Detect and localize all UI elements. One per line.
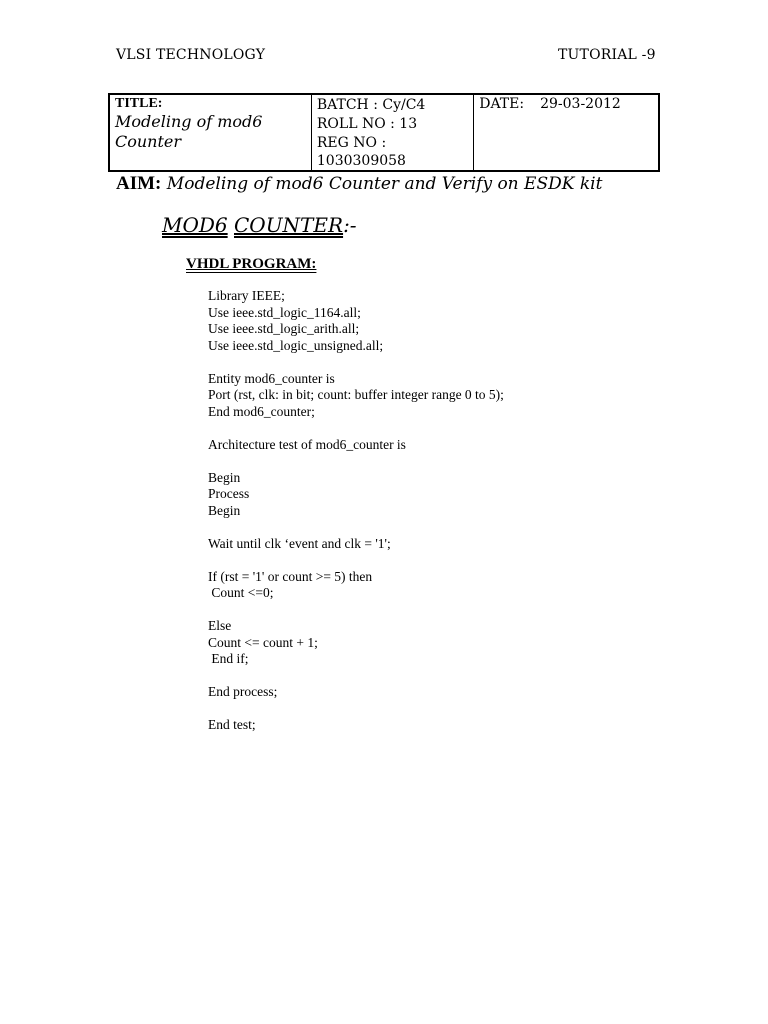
code-line [208, 668, 504, 685]
code-line: Port (rst, clk: in bit; count: buffer integer range 0 to 5); [208, 387, 504, 402]
code-line: Else [208, 618, 232, 633]
batch-text: BATCH : Cy/C4 [316, 97, 426, 113]
heading-counter: COUNTER [234, 213, 344, 237]
code-line: Begin [208, 502, 241, 518]
code-line: Architecture test of mod6_counter is [208, 436, 406, 452]
date-label: DATE: [479, 96, 525, 112]
code-line: Process [208, 486, 250, 501]
title-label: TITLE: [115, 96, 163, 111]
date-value: 29-03-2012 [540, 96, 621, 112]
heading-mod6: MOD6 [162, 213, 228, 237]
student-cell [311, 94, 473, 171]
title-value-line1: Modeling of mod6 [115, 112, 263, 131]
code-line: Library IEEE; [208, 288, 285, 303]
roll-number-text: ROLL NO : 13 [316, 116, 418, 132]
code-line [208, 519, 504, 536]
code-line: Count <= count + 1; [208, 634, 318, 650]
vhdl-program-heading: VHDL PROGRAM: [186, 256, 317, 272]
code-line [208, 453, 504, 470]
code-line [208, 701, 504, 718]
code-line [208, 552, 504, 569]
reg-number-text: REG NO : 1030309058 [316, 135, 406, 169]
vhdl-code-block [208, 288, 504, 734]
course-title: VLSI TECHNOLOGY [116, 47, 266, 63]
section-heading [162, 213, 357, 237]
aim-label: AIM: [116, 173, 162, 194]
code-line [208, 602, 504, 619]
code-line: End test; [208, 717, 256, 732]
code-line: If (rst = '1' or count >= 5) then [208, 568, 373, 584]
code-line: Wait until clk ‘event and clk = '1'; [208, 535, 391, 551]
code-line [208, 420, 504, 437]
title-value-line2: Counter [115, 132, 182, 151]
date-cell [474, 94, 659, 171]
code-line: Use ieee.std_logic_1164.all; [208, 304, 361, 320]
code-line: Use ieee.std_logic_arith.all; [208, 321, 360, 336]
aim-line [116, 173, 602, 195]
code-line: End if; [208, 651, 249, 666]
code-line: Begin [208, 469, 241, 485]
tutorial-number: TUTORIAL -9 [558, 47, 656, 63]
code-line: Use ieee.std_logic_unsigned.all; [208, 337, 384, 353]
info-table [108, 93, 660, 172]
code-line [208, 354, 504, 371]
aim-text: Modeling of mod6 Counter and Verify on ESDK kit [166, 174, 603, 194]
code-line: End process; [208, 684, 278, 699]
title-cell [109, 94, 311, 171]
heading-suffix: :- [343, 213, 357, 237]
code-line: End mod6_counter; [208, 403, 315, 419]
code-line: Entity mod6_counter is [208, 370, 335, 386]
code-line: Count <=0; [208, 585, 274, 600]
